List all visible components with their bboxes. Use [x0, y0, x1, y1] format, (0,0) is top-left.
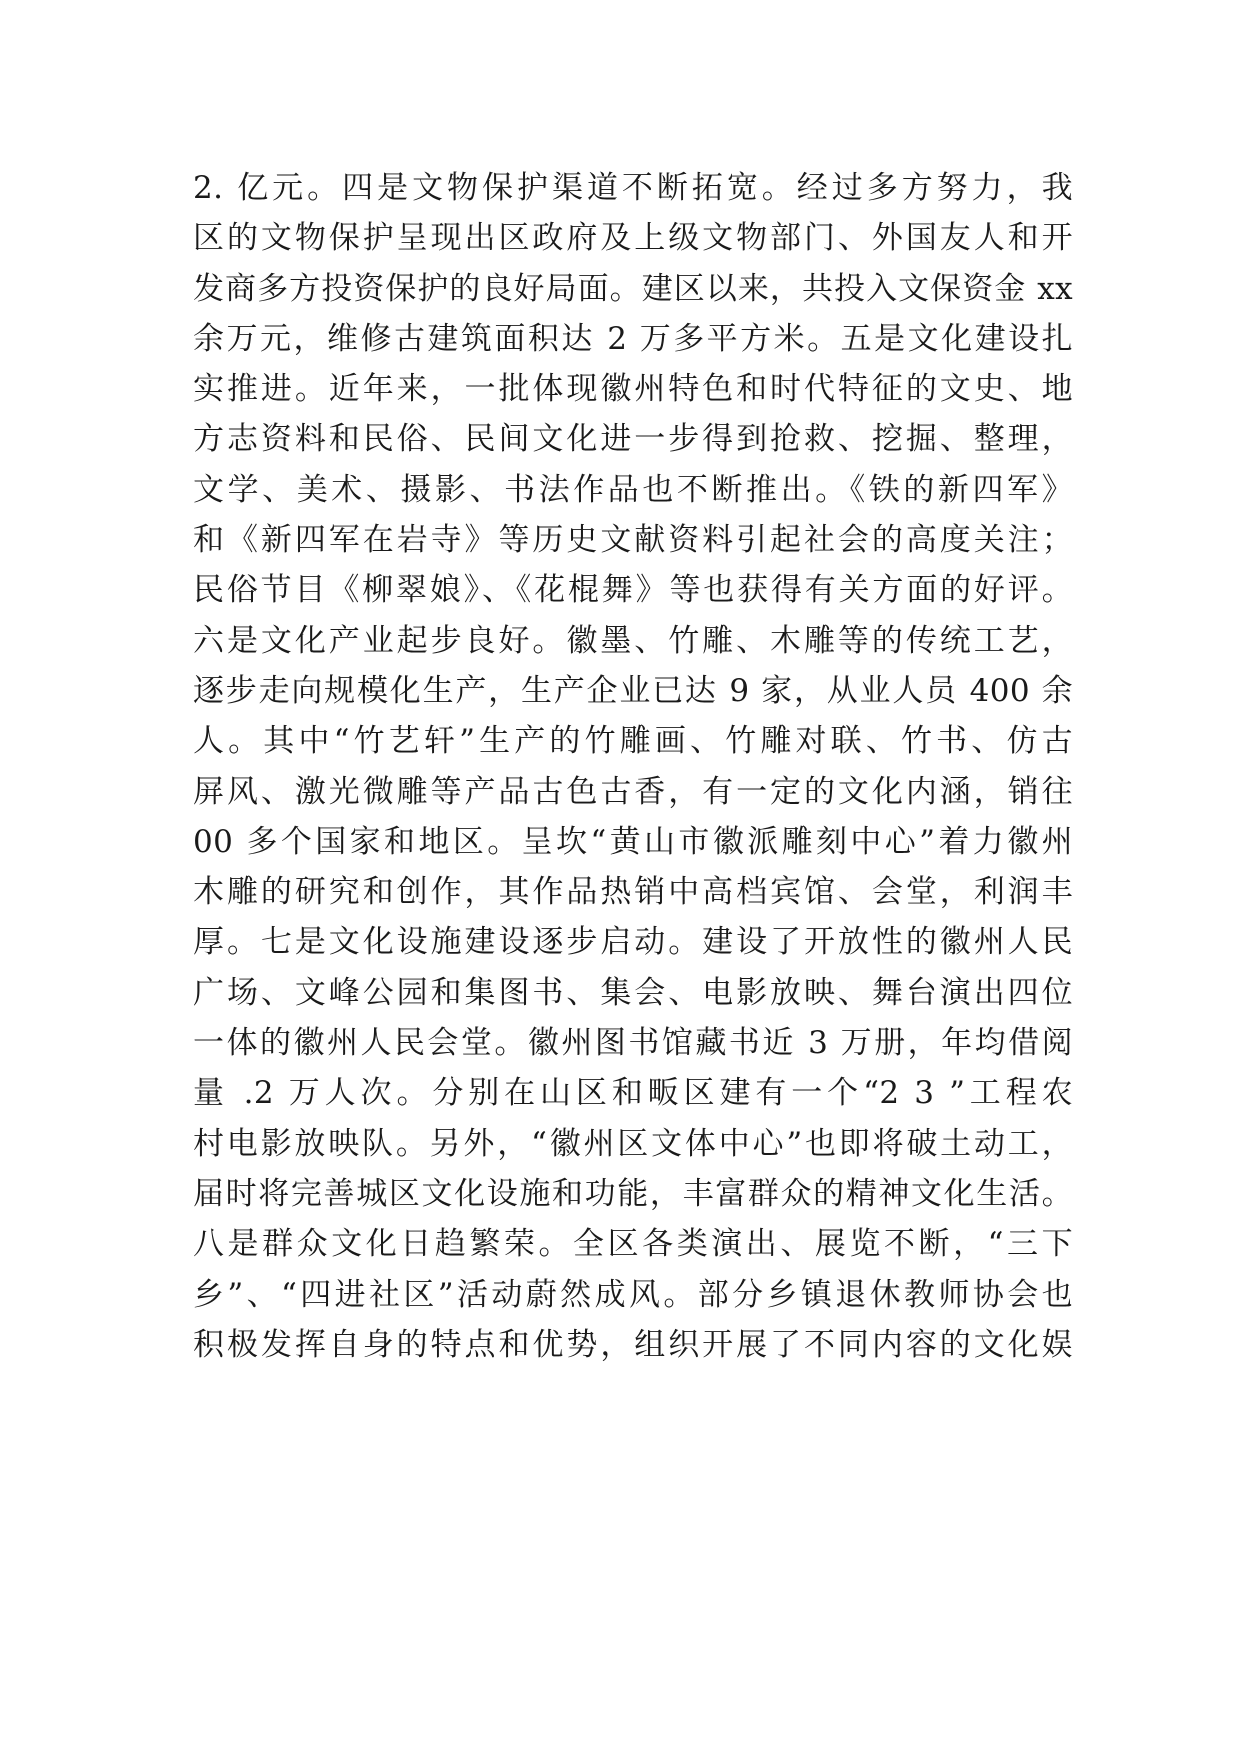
text-line-23: 乡”、“四进社区”活动蔚然成风。部分乡镇退休教师协会也 — [193, 1276, 1073, 1313]
text-line-3: 发商多方投资保护的良好局面。建区以来，共投入文保资金 xx — [193, 270, 1073, 307]
text-line-2: 区的文物保护呈现出区政府及上级文物部门、外国友人和开 — [193, 220, 1073, 257]
text-line-1: 2. 亿元。四是文物保护渠道不断拓宽。经过多方努力，我 — [193, 170, 1073, 206]
text-line-9: 民俗节目《柳翠娘》、《花棍舞》等也获得有关方面的好评。 — [193, 572, 1073, 609]
text-line-11: 逐步走向规模化生产，生产企业已达 9 家，从业人员 400 余 — [193, 672, 1073, 709]
text-line-19: 量 .2 万人次。分别在山区和畈区建有一个“2 3 ”工程农 — [193, 1075, 1073, 1112]
text-line-24: 积极发挥自身的特点和优势，组织开展了不同内容的文化娱 — [193, 1326, 1073, 1363]
text-line-4: 余万元，维修古建筑面积达 2 万多平方米。五是文化建设扎 — [193, 320, 1073, 357]
text-line-16: 厚。七是文化设施建设逐步启动。建设了开放性的徽州人民 — [193, 924, 1073, 961]
text-line-13: 屏风、激光微雕等产品古色古香，有一定的文化内涵，销往 — [193, 773, 1073, 810]
text-line-20: 村电影放映队。另外，“徽州区文体中心”也即将破土动工， — [193, 1125, 1073, 1162]
text-line-12: 人。其中“竹艺轩”生产的竹雕画、竹雕对联、竹书、仿古 — [193, 723, 1073, 760]
text-line-18: 一体的徽州人民会堂。徽州图书馆藏书近 3 万册，年均借阅 — [193, 1025, 1073, 1062]
text-line-7: 文学、美术、摄影、书法作品也不断推出。《铁的新四军》 — [193, 471, 1073, 508]
text-line-21: 届时将完善城区文化设施和功能，丰富群众的精神文化生活。 — [193, 1175, 1073, 1212]
text-line-17: 广场、文峰公园和集图书、集会、电影放映、舞台演出四位 — [193, 974, 1073, 1011]
body-text — [193, 163, 1073, 1370]
text-line-14: 00 多个国家和地区。呈坎“黄山市徽派雕刻中心”着力徽州 — [193, 823, 1073, 860]
text-line-22: 八是群众文化日趋繁荣。全区各类演出、展览不断，“三下 — [193, 1226, 1073, 1263]
text-line-15: 木雕的研究和创作，其作品热销中高档宾馆、会堂，利润丰 — [193, 874, 1073, 911]
text-line-6: 方志资料和民俗、民间文化进一步得到抢救、挖掘、整理， — [193, 421, 1073, 458]
text-line-8: 和《新四军在岩寺》等历史文献资料引起社会的高度关注； — [193, 522, 1073, 559]
text-line-5: 实推进。近年来，一批体现徽州特色和时代特征的文史、地 — [193, 371, 1073, 408]
text-line-10: 六是文化产业起步良好。徽墨、竹雕、木雕等的传统工艺， — [193, 622, 1073, 659]
